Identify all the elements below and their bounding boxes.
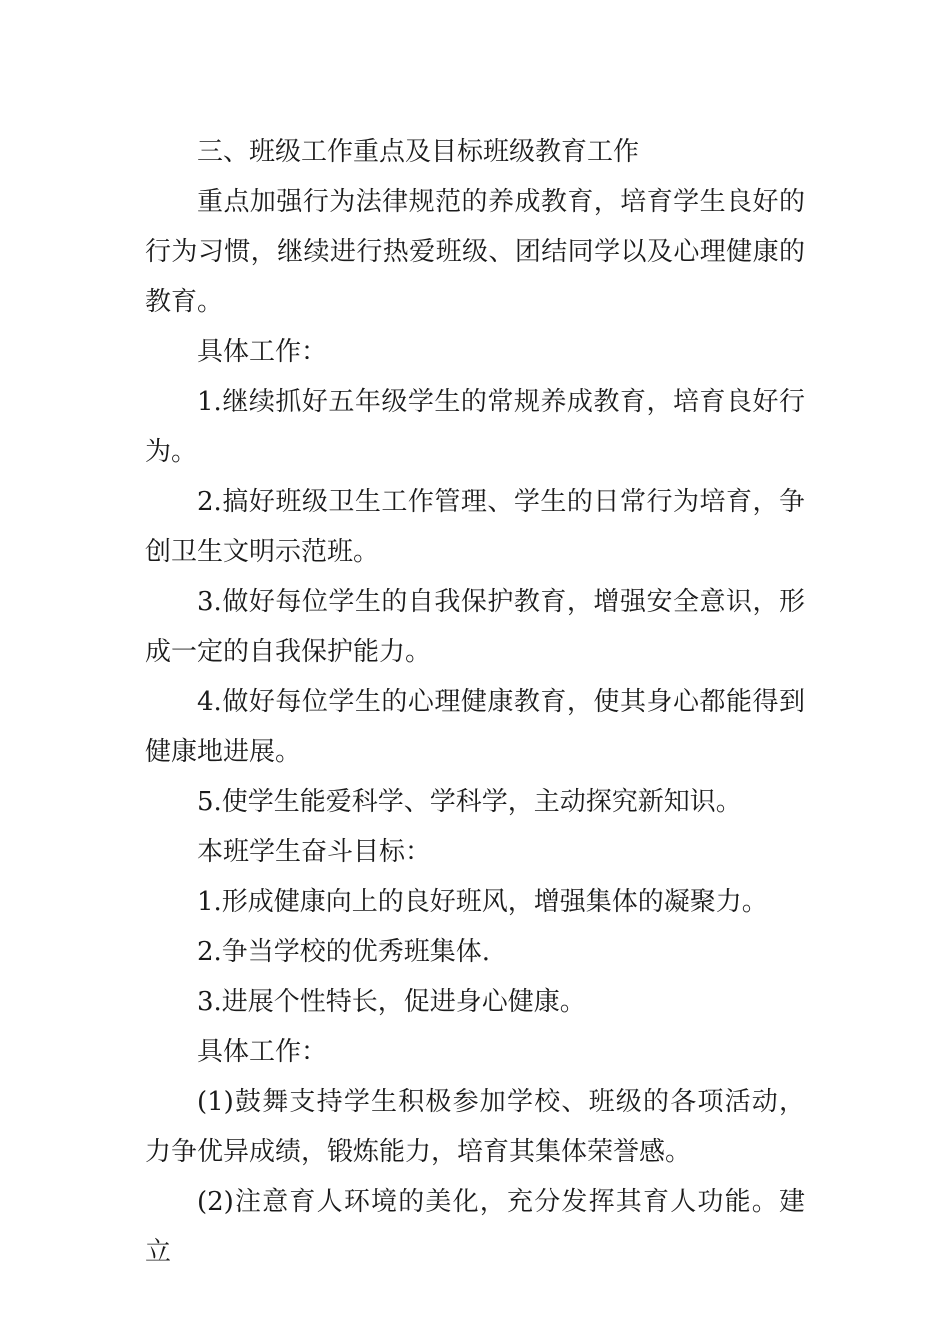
section-heading: 三、班级工作重点及目标班级教育工作	[197, 137, 640, 167]
subheading-goals: 本班学生奋斗目标：	[197, 837, 432, 867]
list-item-1: 1.继续抓好五年级学生的常规养成教育，培育良好行为。	[145, 387, 805, 467]
list-item-5: 5.使学生能爱科学、学科学，主动探究新知识。	[197, 787, 742, 817]
goal-item-1: 1.形成健康向上的良好班风，增强集体的凝聚力。	[197, 887, 768, 917]
paragraph-intro: 重点加强行为法律规范的养成教育，培育学生良好的行为习惯，继续进行热爱班级、团结同学以及心理健康的教育。	[145, 187, 805, 317]
goal-item-3: 3.进展个性特长，促进身心健康。	[197, 987, 586, 1017]
subheading-specific-work: 具体工作：	[197, 337, 328, 367]
work-item-2: (2)注意育人环境的美化，充分发挥其育人功能。建立	[145, 1187, 805, 1267]
list-item-2: 2.搞好班级卫生工作管理、学生的日常行为培育，争创卫生文明示范班。	[145, 487, 805, 567]
list-item-4: 4.做好每位学生的心理健康教育，使其身心都能得到健康地进展。	[145, 687, 805, 767]
list-item-3: 3.做好每位学生的自我保护教育，增强安全意识，形成一定的自我保护能力。	[145, 587, 805, 667]
work-item-1: (1)鼓舞支持学生积极参加学校、班级的各项活动，力争优异成绩，锻炼能力，培育其集体荣誉感。	[145, 1087, 805, 1167]
subheading-specific-work-2: 具体工作：	[197, 1037, 328, 1067]
document-page	[145, 127, 805, 1277]
goal-item-2: 2.争当学校的优秀班集体.	[197, 937, 491, 967]
